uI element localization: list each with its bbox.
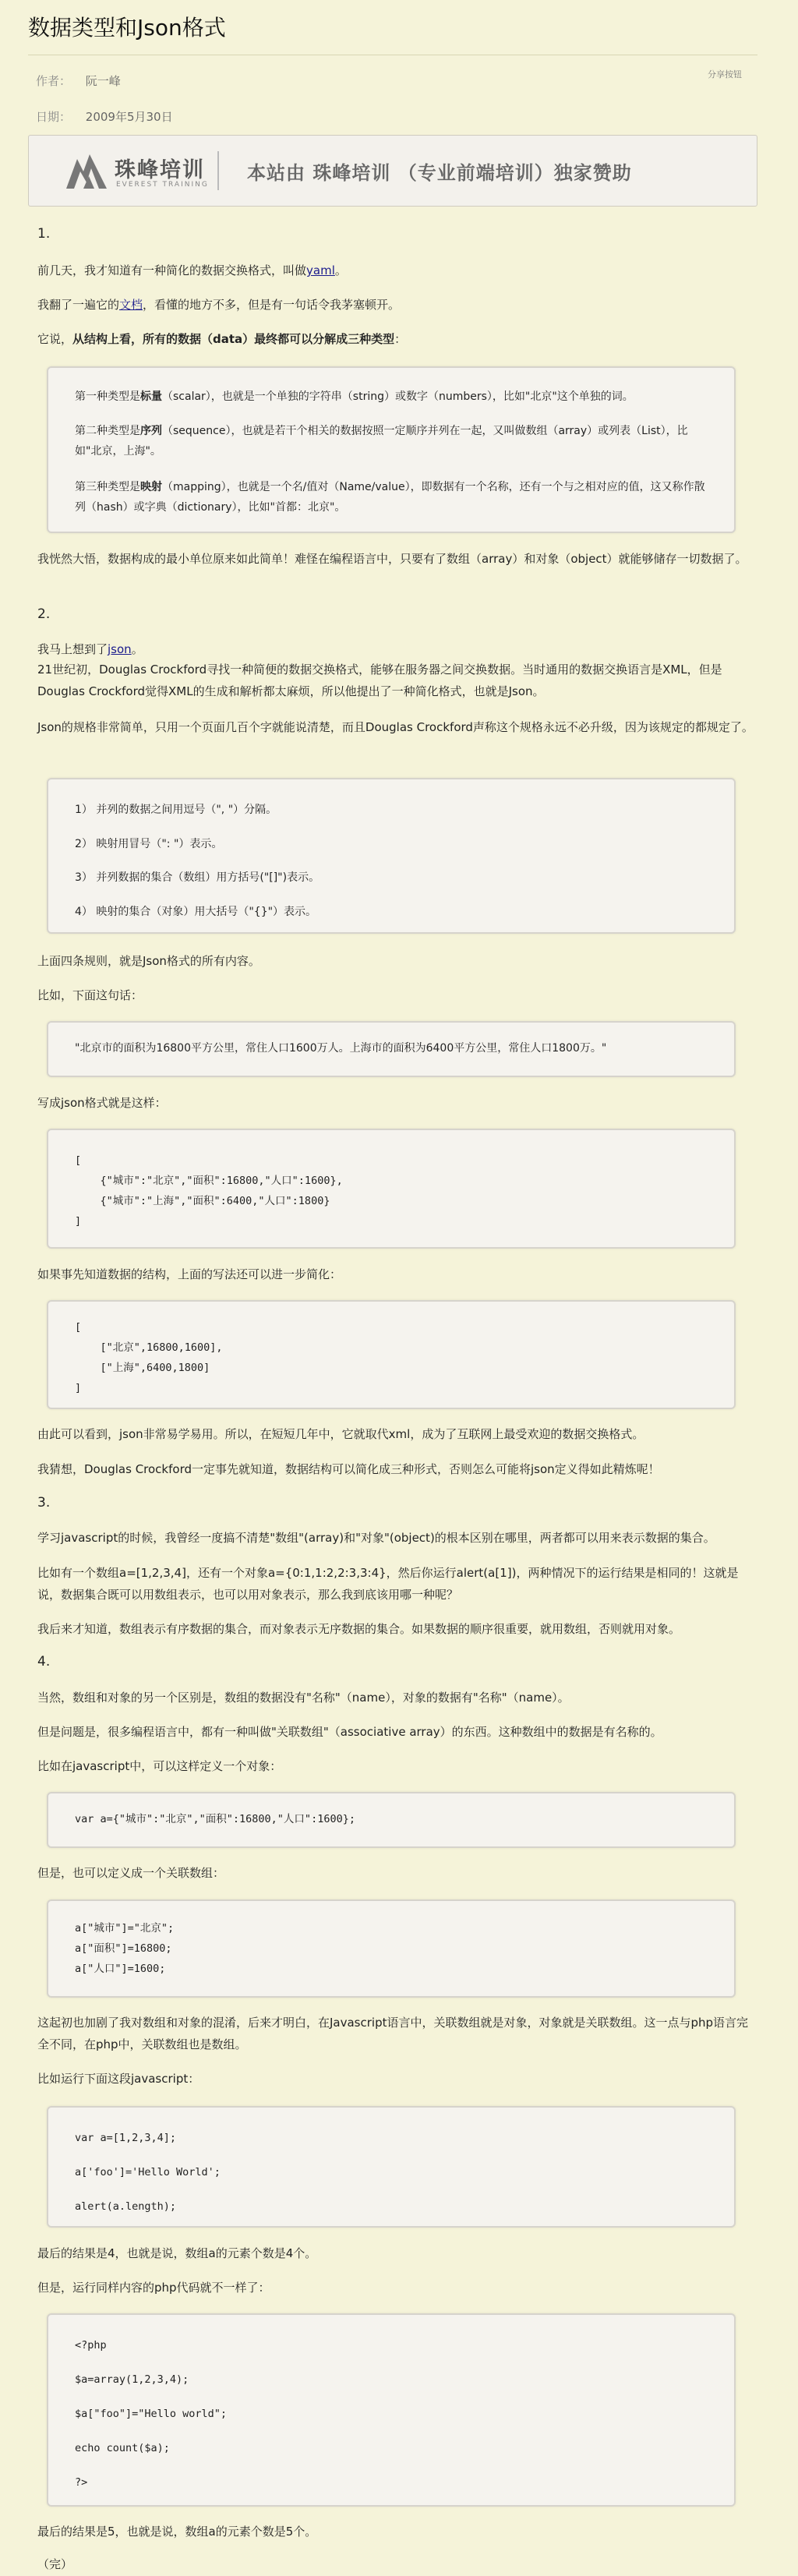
code-block — [47, 1129, 736, 1249]
paragraph: 比如在javascript中，可以这样定义一个对象： — [37, 1759, 282, 1773]
yaml-link[interactable]: yaml — [306, 263, 335, 277]
paragraph — [37, 328, 754, 350]
date-row — [36, 108, 173, 125]
paragraph: 但是，也可以定义成一个关联数组： — [37, 1866, 225, 1880]
rules-box — [47, 778, 736, 934]
text: （mapping），也就是一个名/值对（Name/value），即数据有一个名称，还有一个与之相对应的值，这又称作散列（hash）或字典（dictionary），比如"首都：北京"。 — [75, 481, 705, 514]
logo-name: 珠峰培训 — [115, 158, 205, 182]
code-line: a['foo']='Hello World'; — [75, 2166, 221, 2178]
paragraph: 比如有一个数组a=[1,2,3,4]，还有一个对象a={0:1,1:2,2:3,3:4}，然后你运行alert(a[1])，两种情况下的运行结果是相同的！这就是说，数据集合既可以用数组表示，也可以用对象表示，那么我到底该用哪一种呢？ — [37, 1566, 739, 1602]
code-block — [47, 1300, 736, 1409]
paragraph: 但是问题是，很多编程语言中，都有一种叫做"关联数组"（associative array）的东西。这种数组中的数据是有名称的。 — [37, 1725, 662, 1739]
date-label: 日期： — [36, 110, 72, 124]
author-name: 阮一峰 — [85, 74, 121, 88]
text: ，看懂的地方不多，但是有一句话令我茅塞顿开。 — [143, 298, 401, 312]
code-line: echo count($a); — [75, 2442, 170, 2454]
text: （scalar），也就是一个单独的字符串（string）或数字（numbers），比如"北京"这个单独的词。 — [162, 390, 634, 403]
everest-logo-icon — [63, 148, 110, 193]
code-line: $a["foo"]="Hello world"; — [75, 2408, 228, 2420]
text: ： — [394, 332, 407, 346]
code-block — [47, 1792, 736, 1848]
text: 我翻了一遍它的 — [37, 298, 120, 312]
article — [28, 0, 757, 2571]
text: 第一种类型是 — [75, 390, 140, 403]
code-line: [ — [75, 1321, 82, 1334]
rule-item: 4） 映射的集合（对象）用大括号（"{}"）表示。 — [75, 906, 317, 918]
paragraph — [37, 260, 754, 281]
quote-line — [75, 387, 714, 407]
paragraph: 比如，下面这句话： — [37, 988, 143, 1002]
code-line: {"城市":"上海","面积":6400,"人口":1800} — [75, 1195, 330, 1207]
paragraph: Json的规格非常简单，只用一个页面几百个字就能说清楚，而且Douglas Crockford声称这个规格永远不必升级，因为该规定的都规定了。 — [37, 720, 754, 734]
paragraph: 但是，运行同样内容的php代码就不一样了： — [37, 2281, 270, 2295]
json-link[interactable]: json — [108, 642, 132, 656]
paragraph: 上面四条规则，就是Json格式的所有内容。 — [37, 954, 260, 968]
section-2-number: 2. — [37, 606, 51, 622]
paragraph — [37, 294, 754, 316]
page-title: 数据类型和Json格式 — [28, 15, 226, 41]
quote-box — [47, 1021, 736, 1077]
code-line: $a=array(1,2,3,4); — [75, 2373, 189, 2386]
paragraph: 当然，数组和对象的另一个区别是，数组的数据没有"名称"（name），对象的数据有"名称"（name）。 — [37, 1691, 570, 1705]
article-meta — [28, 55, 757, 133]
section-4-number: 4. — [37, 1654, 51, 1670]
code-line: ] — [75, 1382, 82, 1394]
example-sentence: "北京市的面积为16800平方公里，常住人口1600万人。上海市的面积为6400平方公里，常住人口1800万。" — [75, 1042, 607, 1055]
code-line: var a=[1,2,3,4]; — [75, 2132, 177, 2144]
text: 它说， — [37, 332, 73, 346]
publish-date: 2009年5月30日 — [85, 110, 173, 124]
banner-slogan: 本站由 珠峰培训 （专业前端培训）独家赞助 — [247, 162, 632, 184]
paragraph: 如果事先知道数据的结构，上面的写法还可以进一步简化： — [37, 1267, 342, 1281]
paragraph — [37, 638, 754, 660]
docs-link[interactable]: 文档 — [119, 298, 143, 312]
text: 。 — [131, 642, 143, 656]
text: 前几天，我才知道有一种简化的数据交换格式，叫做 — [37, 263, 307, 277]
text: 第三种类型是 — [75, 481, 140, 493]
paragraph: 这起初也加剧了我对数组和对象的混淆，后来才明白，在Javascript语言中，关联数组就是对象，对象就是关联数组。这一点与php语言完全不同，在php中，关联数组也是数组。 — [37, 2016, 749, 2051]
code-line: {"城市":"北京","面积":16800,"人口":1600}, — [75, 1175, 343, 1187]
author-label: 作者： — [36, 74, 72, 88]
text: 第二种类型是 — [75, 425, 140, 437]
paragraph: 我后来才知道，数组表示有序数据的集合，而对象表示无序数据的集合。如果数据的顺序很重要，就用数组，否则就用对象。 — [37, 1622, 681, 1636]
end-mark: （完） — [37, 2557, 73, 2571]
code-line: a["面积"]=16800; — [75, 1942, 172, 1955]
blockquote — [47, 366, 736, 533]
code-line: ["上海",6400,1800] — [75, 1362, 210, 1374]
rule-item: 3） 并列数据的集合（数组）用方括号("[]")表示。 — [75, 871, 320, 884]
paragraph: 最后的结果是5，也就是说，数组a的元素个数是5个。 — [37, 2525, 317, 2539]
rule-item: 2） 映射用冒号（": "）表示。 — [75, 838, 223, 850]
code-line: ] — [75, 1215, 82, 1228]
paragraph: 由此可以看到，json非常易学易用。所以，在短短几年中，它就取代xml，成为了互联网上最受欢迎的数据交换格式。 — [37, 1427, 644, 1441]
paragraph: 写成json格式就是这样： — [37, 1096, 167, 1110]
code-line: a["城市"]="北京"; — [75, 1922, 175, 1935]
code-line: var a={"城市":"北京","面积":16800,"人口":1600}; — [75, 1813, 355, 1825]
section-1-number: 1. — [37, 226, 51, 242]
paragraph: 学习javascript的时候，我曾经一度搞不清楚"数组"(array)和"对象"(object)的根本区别在哪里，两者都可以用来表示数据的集合。 — [37, 1531, 715, 1545]
bold-text: 标量 — [140, 390, 162, 403]
quote-line — [75, 421, 714, 461]
code-line: ["北京",16800,1600], — [75, 1341, 223, 1354]
paragraph: 比如运行下面这段javascript： — [37, 2072, 200, 2086]
code-block — [47, 2313, 736, 2507]
code-block — [47, 2106, 736, 2228]
text: 我马上想到了 — [37, 642, 108, 656]
text: （sequence），也就是若干个相关的数据按照一定顺序并列在一起，又叫做数组（array）或列表（List），比如"北京，上海"。 — [75, 425, 688, 458]
sponsor-banner[interactable] — [28, 135, 757, 207]
code-line: <?php — [75, 2339, 107, 2352]
author-row — [36, 72, 121, 89]
code-block — [47, 1899, 736, 1998]
share-button[interactable]: 分享按钮 — [708, 69, 742, 80]
paragraph: 21世纪初，Douglas Crockford寻找一种简便的数据交换格式，能够在服务器之间交换数据。当时通用的数据交换语言是XML，但是Douglas Crockford觉得XML的生成和解析都太麻烦，所以他提出了一种简化格式，也就是Json。 — [37, 663, 722, 698]
rule-item: 1） 并列的数据之间用逗号（", "）分隔。 — [75, 804, 277, 816]
section-3-number: 3. — [37, 1495, 51, 1511]
bold-text: 序列 — [140, 425, 162, 437]
banner-divider — [217, 151, 219, 190]
text: 。 — [334, 263, 347, 277]
paragraph: 我猜想，Douglas Crockford一定事先就知道，数据结构可以简化成三种形式，否则怎么可能将json定义得如此精炼呢！ — [37, 1462, 660, 1476]
code-line: ?> — [75, 2476, 88, 2489]
code-line: alert(a.length); — [75, 2200, 177, 2213]
bold-text: 映射 — [140, 481, 162, 493]
paragraph: 最后的结果是4，也就是说，数组a的元素个数是4个。 — [37, 2246, 317, 2260]
logo-subtitle: EVEREST TRAINING — [116, 181, 209, 189]
code-line: a["人口"]=1600; — [75, 1963, 166, 1975]
paragraph: 我恍然大悟，数据构成的最小单位原来如此简单！难怪在编程语言中，只要有了数组（array）和对象（object）就能够储存一切数据了。 — [37, 552, 747, 566]
code-line: [ — [75, 1154, 82, 1167]
quote-line — [75, 477, 714, 518]
bold-text: 从结构上看，所有的数据（data）最终都可以分解成三种类型 — [72, 332, 395, 346]
